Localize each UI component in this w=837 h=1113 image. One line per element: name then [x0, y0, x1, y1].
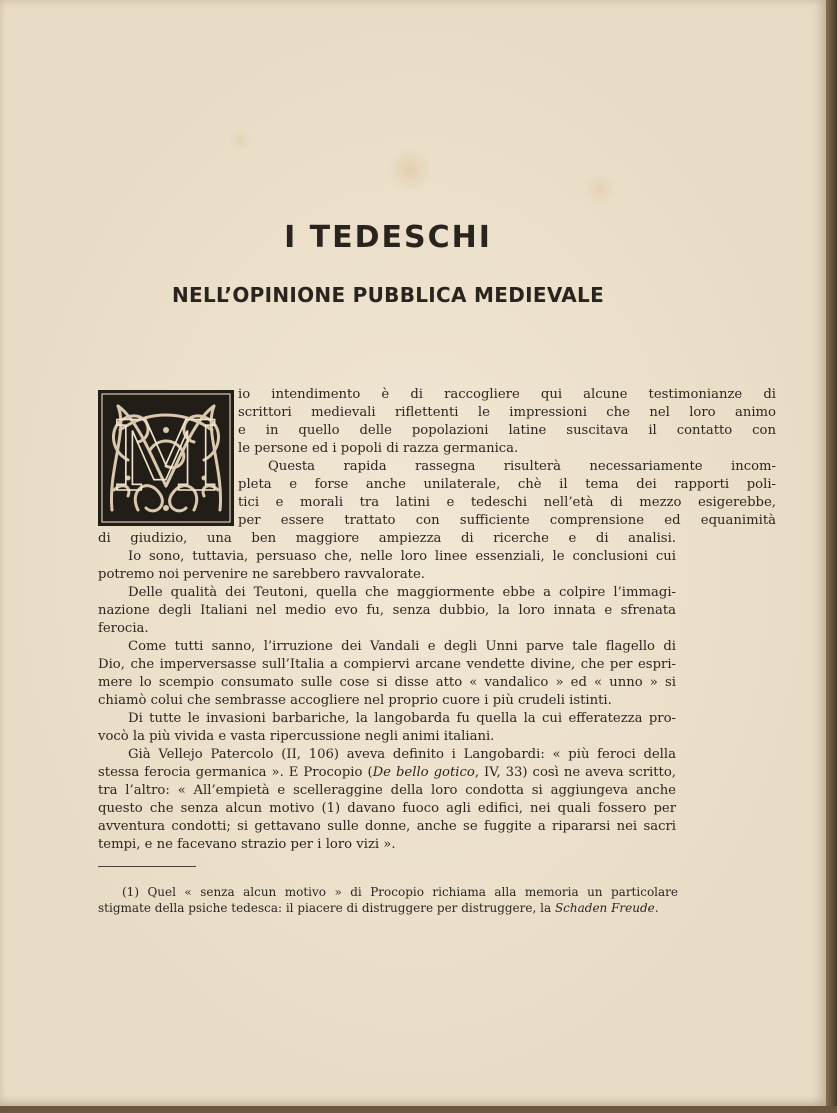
text-line: potremo noi pervenire ne sarebbero ravvalorate.	[98, 567, 425, 582]
footnote-line: (1) Quel « senza alcun motivo » di Procopio richiama alla memoria un particolare	[122, 885, 678, 899]
footnote-line: stigmate della psiche tedesca: il piacere di distruggere per distruggere, la Schaden Freude.	[98, 901, 659, 915]
text-line: chiamò colui che sembrasse accogliere nel proprio cuore i più crudeli istinti.	[98, 693, 612, 708]
text-line: scrittori medievali riflettenti le impressioni che nel loro animo	[238, 405, 776, 420]
text-line: Io sono, tuttavia, persuaso che, nelle loro linee essenziali, le conclusioni cui	[128, 549, 676, 564]
text-line: le persone ed i popoli di razza germanica.	[238, 441, 519, 456]
text-line: tra l’altro: « All’empietà e scelleraggine della loro condotta si aggiungeva anche	[98, 783, 676, 798]
text-line: mere lo scempio consumato sulle cose si disse atto « vandalico » ed « unno » si	[98, 675, 676, 690]
page-edge-bottom	[0, 1106, 837, 1113]
text-line: Già Vellejo Patercolo (II, 106) aveva definito i Langobardi: « più feroci della	[128, 747, 676, 762]
text-line: Delle qualità dei Teutoni, quella che maggiormente ebbe a colpire l’immagi-	[128, 585, 676, 600]
page-edge-right	[826, 0, 837, 1113]
page-title: I TEDESCHI	[284, 220, 492, 255]
text-line: pleta e forse anche unilaterale, chè il tema dei rapporti poli-	[238, 477, 776, 492]
text-line: vocò la più vivida e vasta ripercussione negli animi italiani.	[98, 729, 495, 744]
text-line: ferocia.	[98, 621, 149, 636]
text-line: tici e morali tra latini e tedeschi nell’età di mezzo esigerebbe,	[238, 495, 776, 510]
work-title: De bello gotico	[372, 765, 475, 780]
text-line: Dio, che imperversasse sull’Italia a compiervi arcane vendette divine, che per espri-	[98, 657, 676, 672]
text-line: io intendimento è di raccogliere qui alcune testimonianze di	[238, 387, 776, 402]
text-line: nazione degli Italiani nel medio evo fu, senza dubbio, la loro innata e sfrenata	[98, 603, 676, 618]
text-line: per essere trattato con sufficiente comprensione ed equanimità	[238, 513, 776, 528]
page-subtitle: NELL’OPINIONE PUBBLICA MEDIEVALE	[171, 283, 605, 307]
text-line: Come tutti sanno, l’irruzione dei Vandali e degli Unni parve tale flagello di	[128, 639, 676, 654]
dropcap-letter: M	[112, 400, 220, 513]
text-line: avventura condotti; si gettavano sulle donne, anche se fuggite a ripararsi nei sacri	[98, 819, 676, 834]
ornamental-dropcap	[98, 390, 234, 526]
footnote-term: Schaden Freude	[554, 901, 655, 915]
text-line: Di tutte le invasioni barbariche, la langobarda fu quella la cui efferatezza pro-	[128, 711, 676, 726]
text-line: e in quello delle popolazioni latine suscitava il contatto con	[238, 423, 776, 438]
text-line: di giudizio, una ben maggiore ampiezza di ricerche e di analisi.	[98, 531, 676, 546]
text-line: tempi, e ne facevano strazio per i loro vizi ».	[98, 837, 396, 852]
text-line: stessa ferocia germanica ». E Procopio (De bello gotico, IV, 33) così ne aveva scritto,	[98, 765, 676, 780]
footnote-rule	[98, 866, 196, 867]
text-line: Questa rapida rassegna risulterà necessariamente incom-	[268, 459, 776, 474]
text-line: questo che senza alcun motivo (1) davano fuoco agli edifici, nei quali fossero per	[98, 801, 676, 816]
